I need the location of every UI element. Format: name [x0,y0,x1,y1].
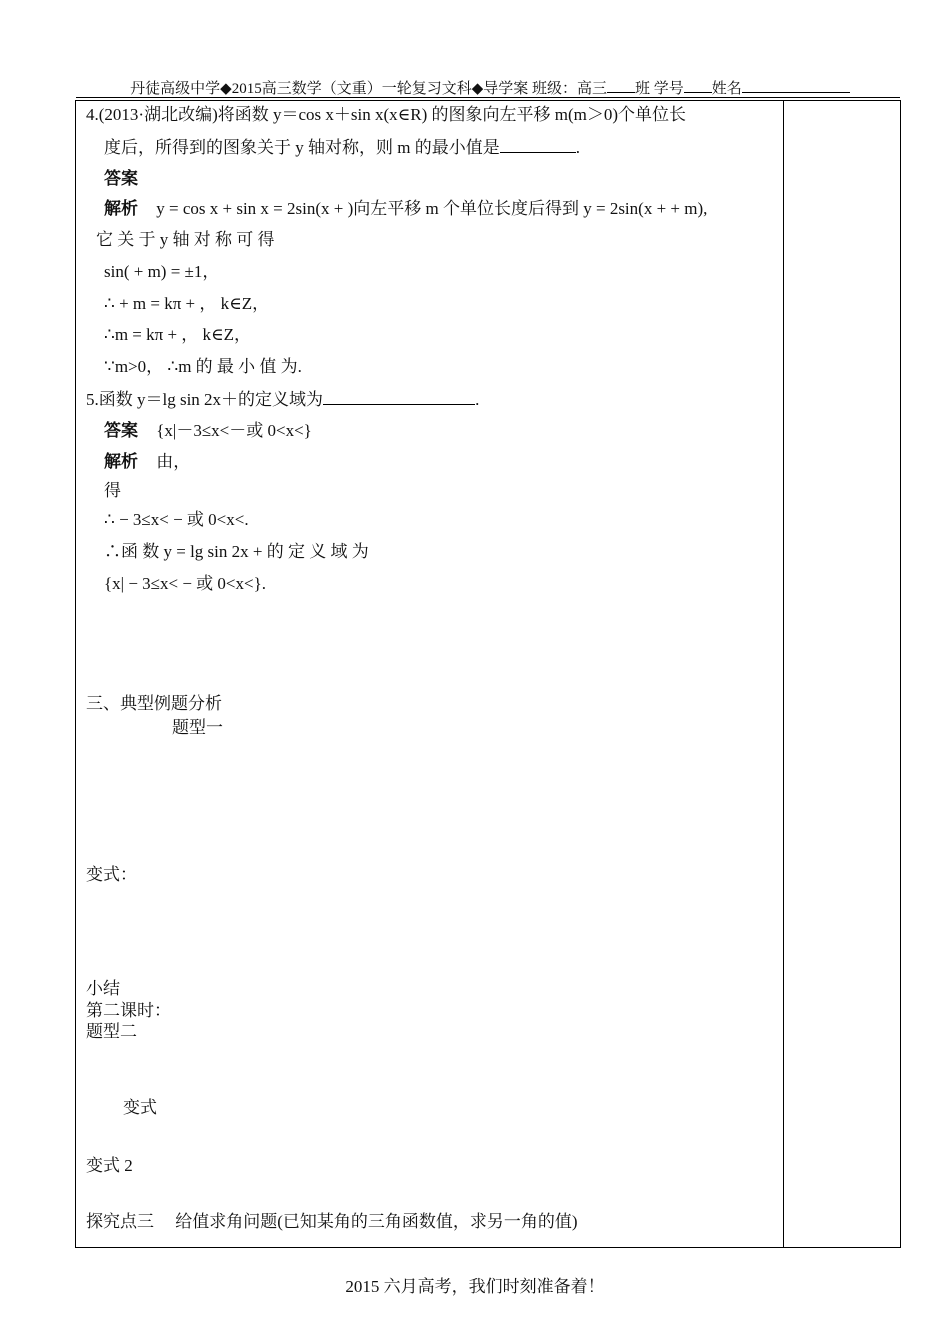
type2-heading: 题型二 [86,1022,137,1041]
q4-analysis-label: 解析 [104,199,138,218]
q5-step1: ∴ − 3≤x< − 或 0<x<. [104,510,249,529]
q4-answer-label: 答案 [104,169,138,188]
lesson2-heading: 第二课时： [86,1001,171,1020]
q5-step3: {x| − 3≤x< − 或 0<x<}. [104,574,266,593]
variant-heading: 变式： [86,865,137,884]
class-blank [607,76,635,93]
q4-line1: 4.(2013·湖北改编)将函数 y＝cos x＋sin x(x∈R) 的图象向左平移 m(m＞0)个单位长 [86,105,686,124]
q4-step3: ∴m = kπ + ， k∈Z， [104,325,252,344]
q5-analysis-line2: 得 [104,481,121,500]
explore3-heading: 探究点三 给值求角问题(已知某角的三角函数值，求另一角的值) [86,1212,578,1231]
q4-analysis-line1 [104,198,707,220]
q4-step4: ∵m>0， ∴m 的 最 小 值 为. [104,357,302,376]
name-blank [742,76,850,93]
q5-analysis-text1: 由， [156,452,191,471]
column-divider [783,100,784,1248]
id-blank [684,76,712,93]
q4-line2-end: . [575,138,580,157]
header-school: 丹徒高级中学◆2015高三数学（文重）一轮复习文科◆导学案 [130,81,529,97]
header-class-suffix: 班 [635,81,651,97]
q4-line2 [104,136,580,159]
q5-analysis-label: 解析 [104,452,138,471]
q5-line1-text: 5.函数 y＝lg sin 2x＋的定义域为 [86,390,324,409]
q5-analysis-line1 [104,451,190,473]
header-id-label: 学号 [653,81,684,97]
section3-title: 三、典型例题分析 [86,694,222,713]
q5-answer-line [104,420,312,442]
variant2-heading: 变式 2 [86,1156,133,1175]
header-class-label: 班级：高三 [532,81,608,97]
q5-answer-blank [323,388,475,405]
q4-line2-text: 度后，所得到的图象关于 y 轴对称，则 m 的最小值是 [104,138,500,157]
q4-analysis-text1: y = cos x + sin x = 2sin(x + )向左平移 m 个单位长度后得到 y = 2sin(x + + m), [156,199,708,218]
type1-heading: 题型一 [172,718,223,737]
q4-analysis-line2: 它 关 于 y 轴 对 称 可 得 [96,230,275,249]
header-name-label: 姓名 [711,81,742,97]
q4-step1: sin( + m) = ±1， [104,262,220,281]
q5-answer-value: {x|－3≤x<－或 0<x<} [156,421,312,440]
page-footer: 2015 六月高考，我们时刻准备着！ [345,1277,605,1296]
header-rule [76,97,900,98]
q4-step2: ∴ + m = kπ + ， k∈Z， [104,294,270,313]
summary-heading: 小结 [86,979,120,998]
page-header [80,76,900,98]
q5-answer-label: 答案 [104,421,138,440]
q5-step2: ∴函 数 y = lg sin 2x + 的 定 义 域 为 [104,542,369,561]
q4-answer-blank [500,136,576,153]
q5-line1 [86,388,479,411]
q5-line1-end: . [475,390,480,409]
variant-b-heading: 变式 [123,1098,157,1117]
